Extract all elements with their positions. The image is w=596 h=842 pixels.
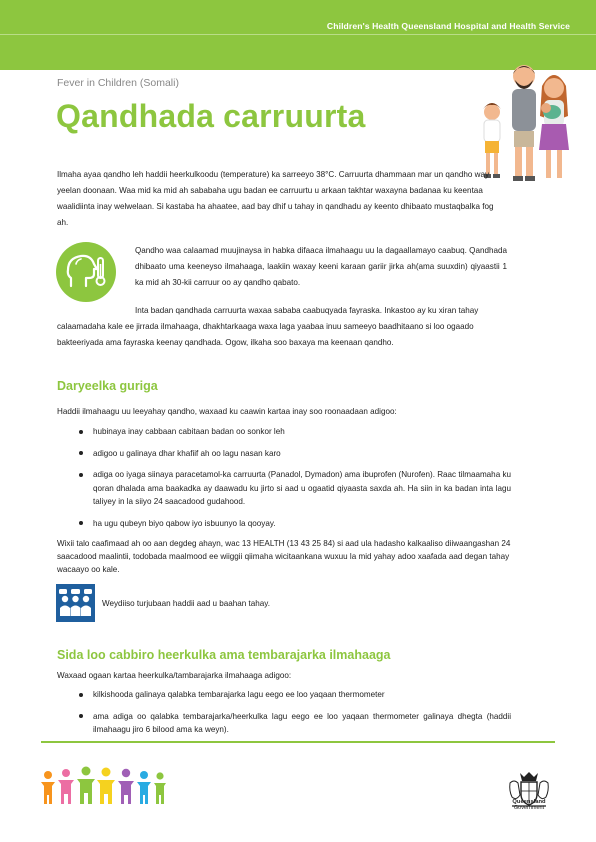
temperature-heading: Sida loo cabbiro heerkulka ama tembarajarka ilmahaaga [57, 648, 391, 662]
header-divider [0, 34, 596, 35]
fever-explanation-paragraph: Qandho waa calaamad muujinaysa in habka difaaca ilmahaagu uu la dagaallamayo caabuq. Qandhada dhibaato uma keeneyso ilmahaaga, laakiin waxay keeni karaan gariir jirka ah(ama suuxdin) qiyaastii 1 ka mid ah 30-kii carruur oo ay qandho qabato. [135, 246, 507, 287]
causes-paragraph [57, 303, 517, 351]
fever-thermometer-icon [56, 242, 116, 302]
home-care-list [79, 425, 511, 538]
interpreter-note: Weydiiso turjubaan haddii aad u baahan tahay. [102, 599, 270, 608]
list-item: hubinaya inay cabbaan cabitaan badan oo sonkor leh [79, 425, 511, 439]
temperature-lead: Waxaad ogaan kartaa heerkulka/tambarajarka ilmahaaga adigoo: [57, 671, 292, 680]
intro-paragraph: Ilmaha ayaa qandho leh haddii heerkulkoodu (temperature) ka sarreeyo 38°C. Carruurta dhammaan mar un qandho way yeelan doonaan. Waa mid ka mid ah sababaha ugu badan ee carruurtu u arkaan takhtar waxayna badanaa ku keentaa waalidiinta inay welwelaan. Si kastaba ha ahaatee, aad bay dhif u tahay in qandhadu ay keento dhibaato mustaqbalka fog ah. [57, 170, 494, 227]
causes-paragraph-text: Inta badan qandhada carruurta waxaa sababa caabuqyada fayraska. Inkastoo ay ku xiran tahay calaamadaha kale ee jirrada ilmahaaga, dhakhtarkaaga waxa laga yaabaa inuu sameeyo baadhitaano si loo ogaado bakteeriyada ama fayraska keenay qandhada. Ogow, ilkaha soo baxaya ma keenaan qandho. [57, 306, 479, 347]
organisation-name: Children's Health Queensland Hospital and Health Service [326, 21, 570, 31]
home-care-lead: Haddii ilmahaagu uu leeyahay qandho, waxaad ku caawin kartaa inay soo roonaadaan adigoo: [57, 407, 397, 416]
interpreter-icon [56, 584, 95, 622]
list-item: adiga oo iyaga siinaya paracetamol-ka carruurta (Panadol, Dymadon) ama ibuprofen (Nurofen). Raac tilmaamaha ku qoran dhalada ama baakadka ay daawadu ku jirto si aad u ogaatid qiyaasta saxda ah. Ha siin in ka badan inta lagu taliyey in la siiyo 24 saacadood gudahood. [79, 468, 511, 509]
health-line-paragraph: Wixii talo caafimaad ah oo aan degdeg ahayn, wac 13 HEALTH (13 43 25 84) si aad ula hadasho kalkaaliso diiwaangashan 24 saacadood maalintii, todobada maalmood ee wiiggii qiimaha wicitaankana wuxuu la mid yahay adoo xaafada aad degan tahay wacaayo oo kale. [57, 539, 511, 574]
document-title: Qandhada carruurta [56, 98, 366, 134]
queensland-government-wordmark [504, 799, 554, 811]
home-care-heading: Daryeelka guriga [57, 379, 158, 393]
list-item: kilkishooda galinaya qalabka tembarajarka lagu eego ee loo yaqaan thermometer [79, 688, 511, 702]
list-item: ha ugu qubeyn biyo qabow iyo isbuunyo la qooyay. [79, 517, 511, 531]
temperature-list [79, 688, 511, 745]
gov-line-2: Government [513, 805, 545, 811]
children-silhouettes-logo [40, 766, 168, 806]
gov-line-1: Queensland [512, 799, 546, 805]
document-subtitle: Fever in Children (Somali) [57, 77, 179, 89]
list-item: adigoo u galinaya dhar khafiif ah oo lagu nasan karo [79, 447, 511, 461]
list-item: ama adiga oo qalabka tembarajarka/heerkulka lagu eego ee loo yaqaan thermometer galinaya dhegta (haddii ilmahaagu jiro 6 bilood ama ka weyn). [79, 710, 511, 737]
footer-divider [41, 741, 555, 743]
